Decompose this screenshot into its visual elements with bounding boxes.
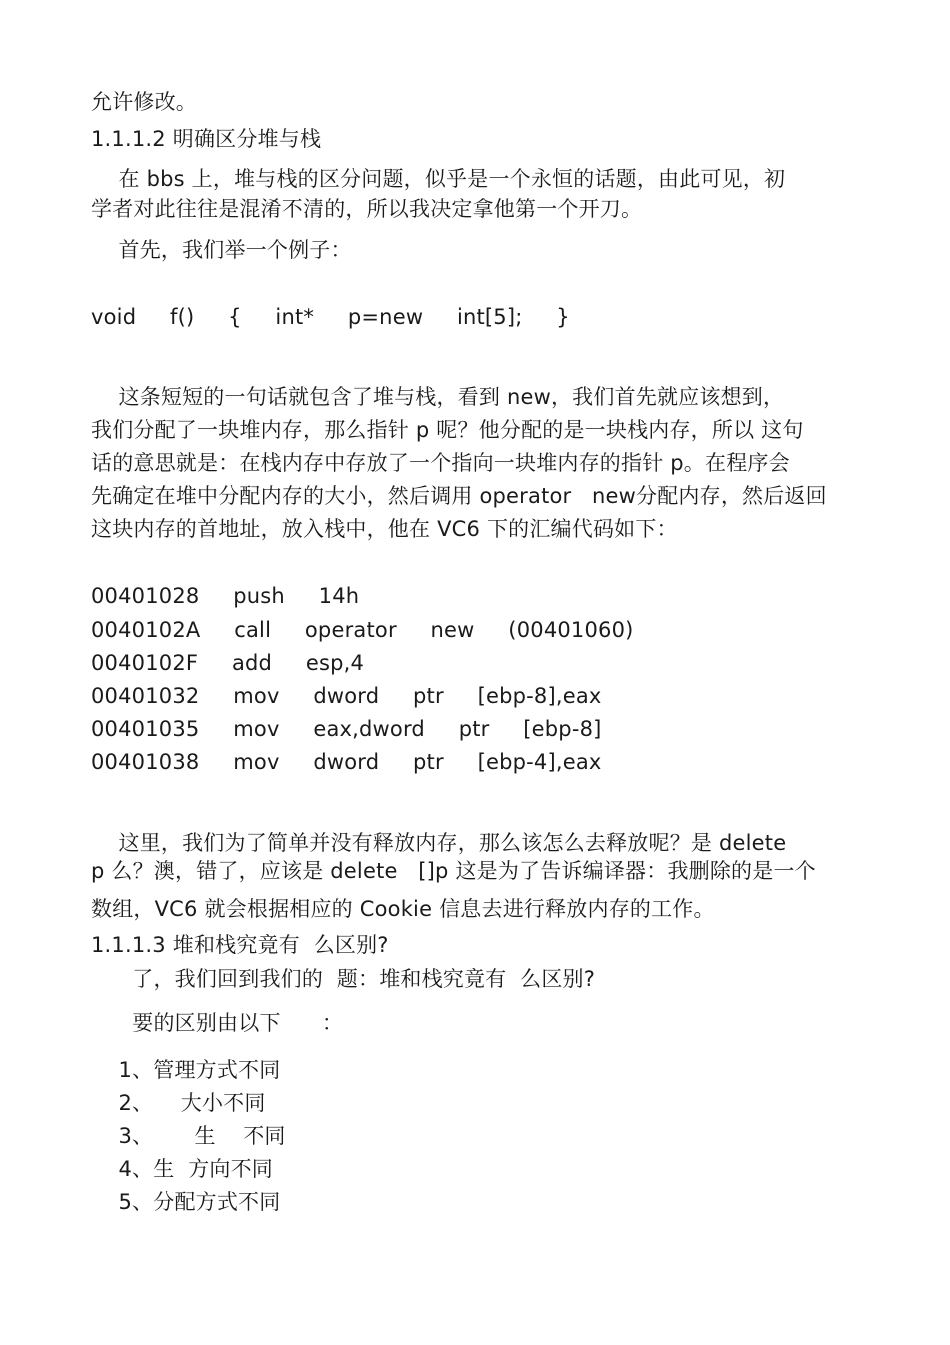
list-item: 3、 生 不同 [91,1124,286,1148]
list-item: 4、生 方向不同 [91,1157,274,1181]
asm-line: 0040102F add esp,4 [91,651,365,675]
asm-line: 0040102A call operator new (00401060) [91,618,634,642]
paragraph-line: 这条短短的一句话就包含了堆与栈，看到 new，我们首先就应该想到， [91,385,785,409]
paragraph-line: p 么？澳，错了，应该是 delete []p 这是为了告诉编译器：我删除的是一个 [91,859,816,883]
section-heading: 1.1.1.2 明确区分堆与栈 [91,127,322,151]
list-item: 1、管理方式不同 [91,1058,281,1082]
paragraph-line: 这里，我们为了简单并没有释放内存，那么该怎么去释放呢？是 delete [91,831,787,855]
paragraph-line: 了，我们回到我们的 题：堆和栈究竟有 么区别? [91,967,596,991]
asm-line: 00401038 mov dword ptr [ebp-4],eax [91,750,602,774]
paragraph-line: 数组，VC6 就会根据相应的 Cookie 信息去进行释放内存的工作。 [91,897,715,921]
paragraph-line: 在 bbs 上，堆与栈的区分问题，似乎是一个永恒的话题，由此可见，初 [91,167,786,191]
paragraph-line: 要的区别由以下 ： [91,1011,344,1035]
paragraph-line: 允许修改。 [91,90,197,114]
asm-line: 00401028 push 14h [91,584,360,608]
paragraph-line: 这块内存的首地址，放入栈中，他在 VC6 下的汇编代码如下： [91,517,678,541]
paragraph-line: 话的意思就是：在栈内存中存放了一个指向一块堆内存的指针 p。在程序会 [91,451,790,475]
asm-line: 00401032 mov dword ptr [ebp-8],eax [91,684,602,708]
code-line: void f() { int* p=new int[5]; } [91,305,570,329]
list-item: 5、分配方式不同 [91,1190,281,1214]
paragraph-line: 先确定在堆中分配内存的大小，然后调用 operator new分配内存，然后返回 [91,484,827,508]
paragraph-line: 我们分配了一块堆内存，那么指针 p 呢？他分配的是一块栈内存，所以 这句 [91,418,804,442]
list-item: 2、 大小不同 [91,1091,266,1115]
paragraph-line: 学者对此往往是混淆不清的，所以我决定拿他第一个开刀。 [91,197,643,221]
asm-line: 00401035 mov eax,dword ptr [ebp-8] [91,717,602,741]
paragraph-line: 首先，我们举一个例子： [91,238,352,262]
section-heading: 1.1.1.3 堆和栈究竟有 么区别? [91,933,389,957]
